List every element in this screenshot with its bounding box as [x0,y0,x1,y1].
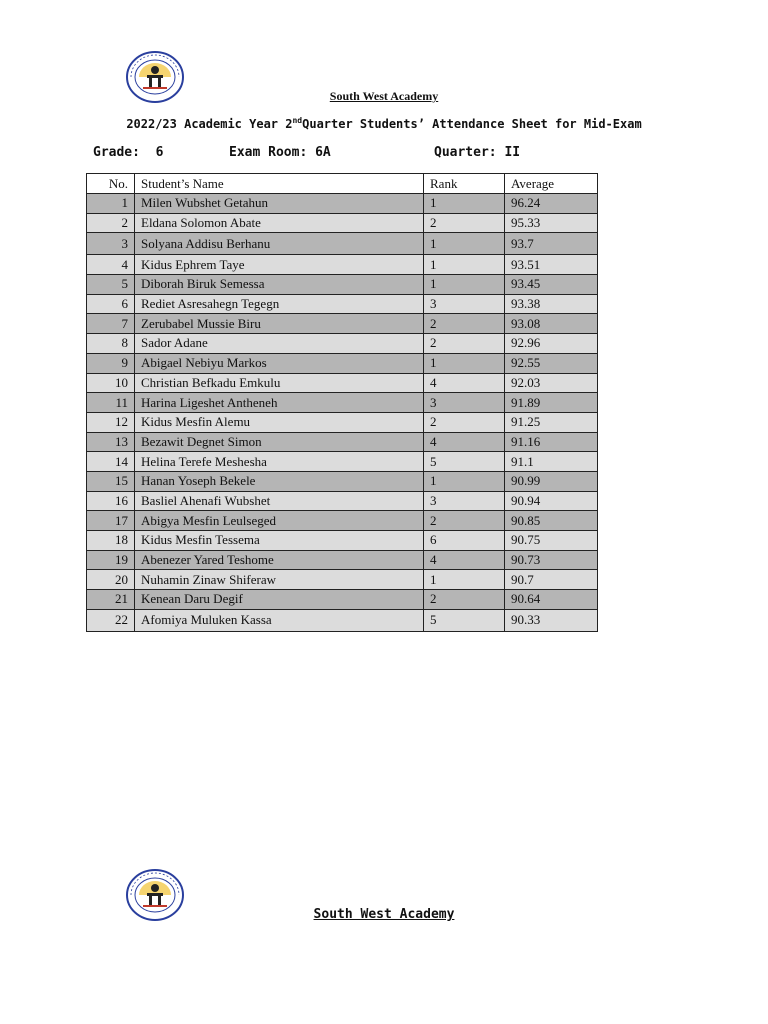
cell-no: 21 [87,590,135,610]
cell-rank: 1 [424,194,505,214]
title-superscript: nd [292,116,303,125]
title-prefix: 2022/23 Academic Year 2 [126,117,293,131]
cell-name: Diborah Biruk Semessa [135,275,424,295]
cell-rank: 5 [424,609,505,631]
grade-label: Grade: 6 [93,145,164,160]
cell-average: 91.16 [505,432,598,452]
cell-average: 90.73 [505,550,598,570]
table-row [87,255,598,275]
cell-average: 92.03 [505,373,598,393]
cell-no: 14 [87,452,135,472]
table-row [87,233,598,255]
cell-name: Nuhamin Zinaw Shiferaw [135,570,424,590]
table-row [87,432,598,452]
cell-no: 4 [87,255,135,275]
column-header-name: Student’s Name [135,174,424,194]
cell-no: 11 [87,393,135,413]
cell-average: 96.24 [505,194,598,214]
cell-rank: 1 [424,275,505,295]
cell-average: 93.38 [505,294,598,314]
cell-name: Hanan Yoseph Bekele [135,471,424,491]
cell-name: Abigya Mesfin Leulseged [135,511,424,531]
cell-rank: 2 [424,511,505,531]
table-row [87,412,598,432]
cell-name: Afomiya Muluken Kassa [135,609,424,631]
cell-no: 3 [87,233,135,255]
cell-average: 91.1 [505,452,598,472]
table-row [87,275,598,295]
cell-no: 18 [87,531,135,551]
cell-no: 16 [87,491,135,511]
cell-no: 13 [87,432,135,452]
table-row [87,570,598,590]
cell-rank: 1 [424,233,505,255]
cell-rank: 5 [424,452,505,472]
title-suffix: Quarter Students’ Attendance Sheet for Mid-Exam [302,117,642,131]
cell-rank: 6 [424,531,505,551]
cell-name: Abigael Nebiyu Markos [135,353,424,373]
cell-name: Solyana Addisu Berhanu [135,233,424,255]
cell-name: Eldana Solomon Abate [135,213,424,233]
cell-no: 6 [87,294,135,314]
school-name-heading: South West Academy [329,89,439,103]
column-header-rank: Rank [424,174,505,194]
cell-rank: 2 [424,412,505,432]
cell-no: 19 [87,550,135,570]
cell-average: 91.89 [505,393,598,413]
cell-name: Kidus Mesfin Tessema [135,531,424,551]
cell-average: 93.45 [505,275,598,295]
cell-rank: 4 [424,432,505,452]
cell-average: 91.25 [505,412,598,432]
cell-rank: 1 [424,255,505,275]
cell-rank: 2 [424,314,505,334]
cell-no: 9 [87,353,135,373]
cell-rank: 3 [424,294,505,314]
table-row [87,373,598,393]
cell-name: Abenezer Yared Teshome [135,550,424,570]
table-row [87,491,598,511]
cell-average: 95.33 [505,213,598,233]
cell-rank: 4 [424,550,505,570]
cell-rank: 3 [424,393,505,413]
cell-average: 90.94 [505,491,598,511]
cell-name: Harina Ligeshet Antheneh [135,393,424,413]
table-row [87,531,598,551]
cell-rank: 2 [424,334,505,354]
table-row [87,609,598,631]
cell-rank: 1 [424,353,505,373]
cell-rank: 1 [424,471,505,491]
cell-average: 90.64 [505,590,598,610]
cell-name: Helina Terefe Meshesha [135,452,424,472]
cell-rank: 1 [424,570,505,590]
cell-average: 90.7 [505,570,598,590]
cell-average: 90.33 [505,609,598,631]
cell-average: 90.99 [505,471,598,491]
cell-average: 92.96 [505,334,598,354]
cell-rank: 2 [424,590,505,610]
cell-no: 1 [87,194,135,214]
cell-average: 93.51 [505,255,598,275]
table-row [87,314,598,334]
cell-no: 2 [87,213,135,233]
cell-name: Kenean Daru Degif [135,590,424,610]
cell-name: Bezawit Degnet Simon [135,432,424,452]
table-row [87,213,598,233]
cell-average: 90.85 [505,511,598,531]
exam-room-label: Exam Room: 6A [229,145,331,160]
cell-no: 20 [87,570,135,590]
cell-rank: 4 [424,373,505,393]
table-header-row [87,174,598,194]
cell-average: 93.7 [505,233,598,255]
cell-name: Sador Adane [135,334,424,354]
column-header-no: No. [87,174,135,194]
cell-no: 5 [87,275,135,295]
table-row [87,353,598,373]
cell-name: Milen Wubshet Getahun [135,194,424,214]
table-row [87,471,598,491]
table-row [87,294,598,314]
cell-no: 22 [87,609,135,631]
cell-no: 17 [87,511,135,531]
table-row [87,393,598,413]
cell-average: 90.75 [505,531,598,551]
cell-name: Rediet Asresahegn Tegegn [135,294,424,314]
cell-rank: 3 [424,491,505,511]
cell-name: Kidus Mesfin Alemu [135,412,424,432]
table-body [87,194,598,632]
cell-name: Christian Befkadu Emkulu [135,373,424,393]
cell-no: 12 [87,412,135,432]
footer-school-name: South West Academy [313,907,455,922]
table-row [87,452,598,472]
table-row [87,194,598,214]
quarter-label: Quarter: II [434,145,521,160]
sheet-title [0,116,768,131]
cell-name: Kidus Ephrem Taye [135,255,424,275]
table-row [87,550,598,570]
cell-name: Basliel Ahenafi Wubshet [135,491,424,511]
cell-name: Zerubabel Mussie Biru [135,314,424,334]
table-row [87,334,598,354]
cell-no: 10 [87,373,135,393]
cell-average: 93.08 [505,314,598,334]
cell-no: 15 [87,471,135,491]
cell-average: 92.55 [505,353,598,373]
cell-no: 8 [87,334,135,354]
cell-no: 7 [87,314,135,334]
column-header-average: Average [505,174,598,194]
attendance-table [86,173,598,632]
table-row [87,590,598,610]
table-row [87,511,598,531]
cell-rank: 2 [424,213,505,233]
